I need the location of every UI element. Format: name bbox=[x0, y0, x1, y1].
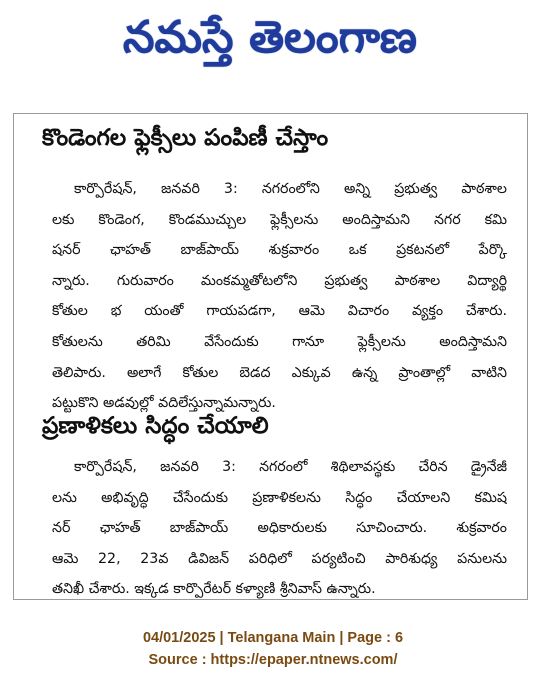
newspaper-logo: నమస్తే తెలంగాణ bbox=[122, 12, 418, 63]
article-1-line: తెలిపారు. అలాగే కోతుల బెడద ఎక్కువ ఉన్న ప్రాంతాల్లో వాటిని bbox=[52, 364, 507, 381]
article-1-headline: కొండెంగల ఫ్లెక్సీలు పంపిణీ చేస్తాం bbox=[42, 125, 329, 151]
article-1-line: లకు కొండెంగ, కొండముచ్చుల ఫ్లెక్సీలను అందిస్తామని నగర కమి bbox=[52, 211, 507, 228]
article-1-line: కోతుల భ యంతో గాయపడగా, ఆమె విచారం వ్యక్తం చేశారు. bbox=[52, 303, 507, 320]
article-1-body bbox=[52, 174, 507, 419]
article-2-body bbox=[52, 452, 507, 605]
article-2-line: లను అభివృద్ధి చేసేందుకు ప్రణాళికలను సిద్ధం చేయాలని కమిష bbox=[52, 489, 507, 506]
masthead bbox=[0, 0, 546, 92]
source-link[interactable]: Source : https://epaper.ntnews.com/ bbox=[148, 652, 398, 668]
article-1-line: పట్టుకొని అడవుల్లో వదిలేస్తున్నామన్నారు. bbox=[52, 395, 276, 412]
article-1-line: షనర్ ఛాహత్ బాజ్‌పాయ్ శుక్రవారం ఒక ప్రకటనలో పేర్కొ bbox=[52, 242, 507, 259]
edition-info: 04/01/2025 | Telangana Main | Page : 6 bbox=[142, 630, 404, 646]
article-1-line: న్నారు. గురువారం మంకమ్మతోటలోని ప్రభుత్వ పాఠశాల విద్యార్థి bbox=[52, 272, 507, 289]
article-2-line: తనిఖీ చేశారు. ఇక్కడ కార్పొరేటర్ కళ్యాణి శ్రీనివాస్ ఉన్నారు. bbox=[52, 581, 376, 598]
article-2-line: ఆమె 22, 23వ డివిజన్ పరిధిలో పర్యటించి పారిశుధ్య పనులను bbox=[52, 550, 507, 567]
article-1-line: కార్పొరేషన్, జనవరి 3: నగరంలోని అన్ని ప్రభుత్వ పాఠశాల bbox=[74, 181, 507, 197]
article-2-line: కార్పొరేషన్, జనవరి 3: నగరంలో శిథిలావస్థకు చేరిన డ్రైనేజీ bbox=[74, 459, 507, 475]
article-2-headline: ప్రణాళికలు సిద్ధం చేయాలి bbox=[42, 413, 269, 439]
article-1-line: కోతులను తరిమి వేసేందుకు గానూ ఫ్లెక్సీలను అందిస్తామని bbox=[52, 333, 507, 350]
article-2-line: నర్ ఛాహత్ బాజ్‌పాయ్ అధికారులకు సూచించారు. శుక్రవారం bbox=[52, 520, 507, 537]
